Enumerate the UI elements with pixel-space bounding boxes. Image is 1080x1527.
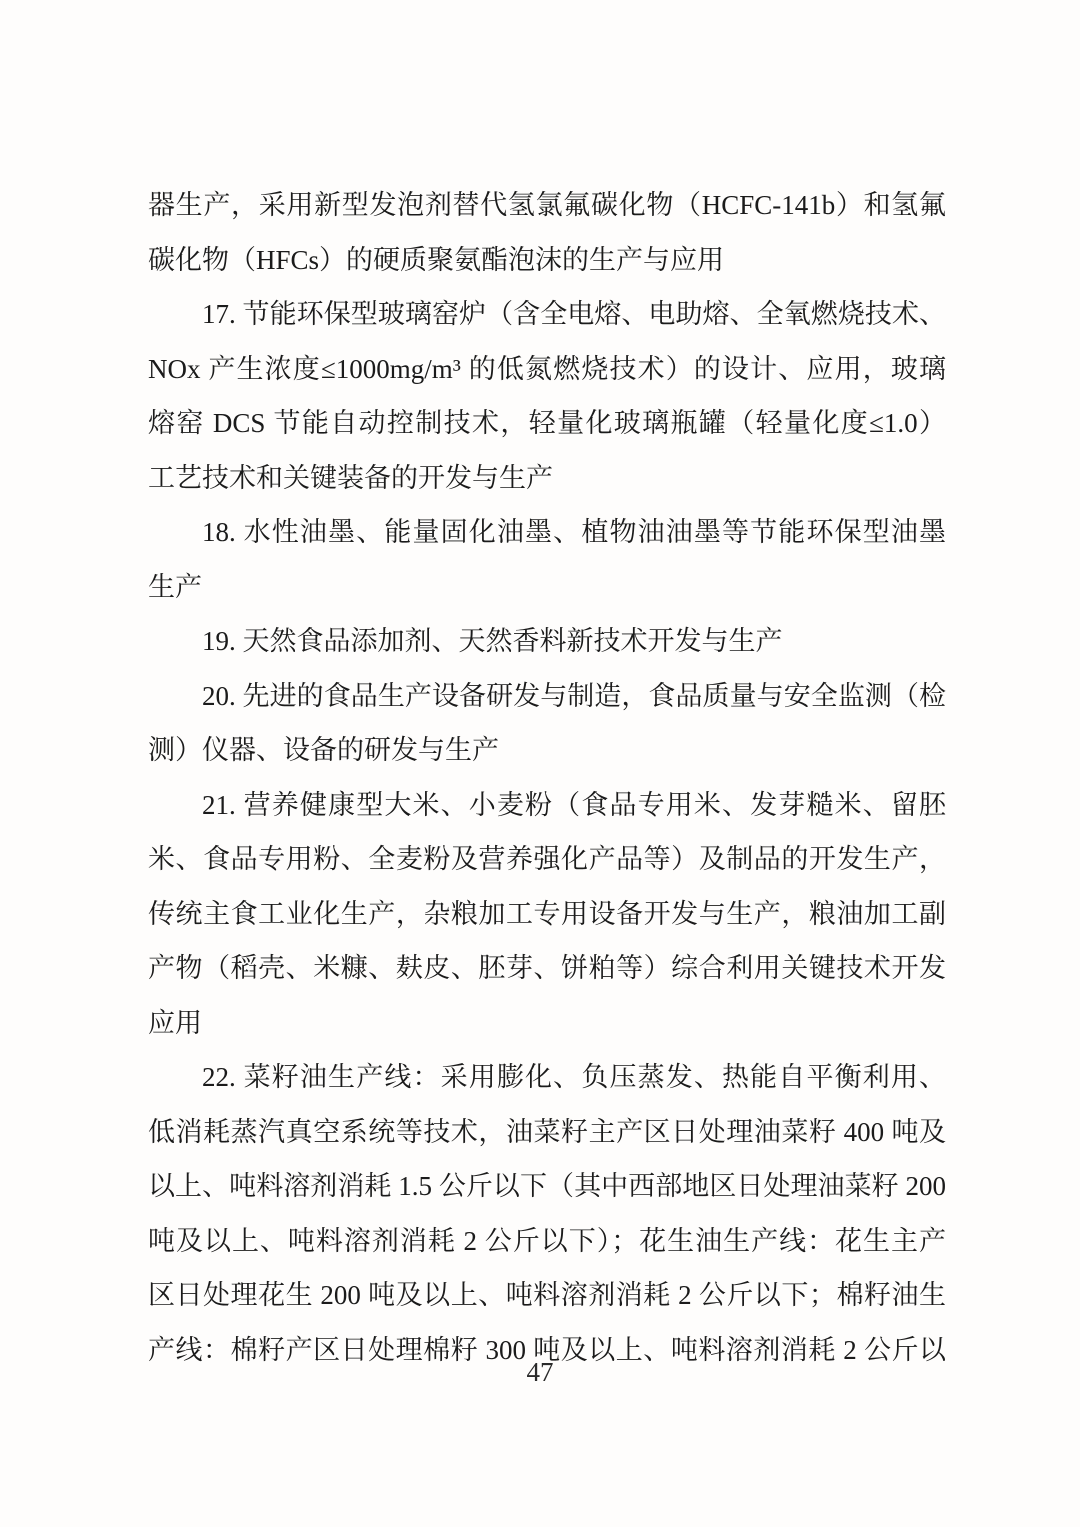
text-line: 传统主食工业化生产，杂粮加工专用设备开发与生产，粮油加工副 xyxy=(148,898,946,929)
text-line: 以上、吨料溶剂消耗 1.5 公斤以下（其中西部地区日处理油菜籽 200 xyxy=(148,1171,946,1201)
text-line: 18. 水性油墨、能量固化油墨、植物油油墨等节能环保型油墨 xyxy=(202,517,946,547)
text-line: 区日处理花生 200 吨及以上、吨料溶剂消耗 2 公斤以下；棉籽油生 xyxy=(148,1280,946,1310)
text-line: 器生产，采用新型发泡剂替代氢氯氟碳化物（HCFC-141b）和氢氟 xyxy=(148,190,946,220)
text-line: 产物（稻壳、米糠、麸皮、胚芽、饼粕等）综合利用关键技术开发 xyxy=(148,953,946,983)
text-line: 17. 节能环保型玻璃窑炉（含全电熔、电助熔、全氧燃烧技术、 xyxy=(202,299,946,329)
text-line: 熔窑 DCS 节能自动控制技术，轻量化玻璃瓶罐（轻量化度≤1.0） xyxy=(148,408,946,438)
text-line: 碳化物（HFCs）的硬质聚氨酯泡沫的生产与应用 xyxy=(148,244,725,275)
text-line: 22. 菜籽油生产线：采用膨化、负压蒸发、热能自平衡利用、 xyxy=(202,1062,946,1092)
text-line: 产线：棉籽产区日处理棉籽 300 吨及以上、吨料溶剂消耗 2 公斤以 xyxy=(148,1334,946,1365)
text-line: 测）仪器、设备的研发与生产 xyxy=(148,735,499,765)
text-line: 米、食品专用粉、全麦粉及营养强化产品等）及制品的开发生产， xyxy=(148,844,946,874)
text-line: 20. 先进的食品生产设备研发与制造，食品质量与安全监测（检 xyxy=(202,680,946,711)
page-body-text xyxy=(148,178,946,1377)
text-line: 工艺技术和关键装备的开发与生产 xyxy=(148,462,553,493)
text-line: 19. 天然食品添加剂、天然香料新技术开发与生产 xyxy=(202,626,783,656)
text-line: 生产 xyxy=(148,571,202,602)
text-line: NOx 产生浓度≤1000mg/m³ 的低氮燃烧技术）的设计、应用，玻璃 xyxy=(148,353,946,384)
text-line: 低消耗蒸汽真空系统等技术，油菜籽主产区日处理油菜籽 400 吨及 xyxy=(148,1116,946,1147)
page-number: 47 xyxy=(526,1357,554,1387)
text-line: 21. 营养健康型大米、小麦粉（食品专用米、发芽糙米、留胚 xyxy=(202,789,946,820)
text-line: 吨及以上、吨料溶剂消耗 2 公斤以下）；花生油生产线：花生主产 xyxy=(148,1225,946,1256)
text-line: 应用 xyxy=(148,1007,202,1038)
